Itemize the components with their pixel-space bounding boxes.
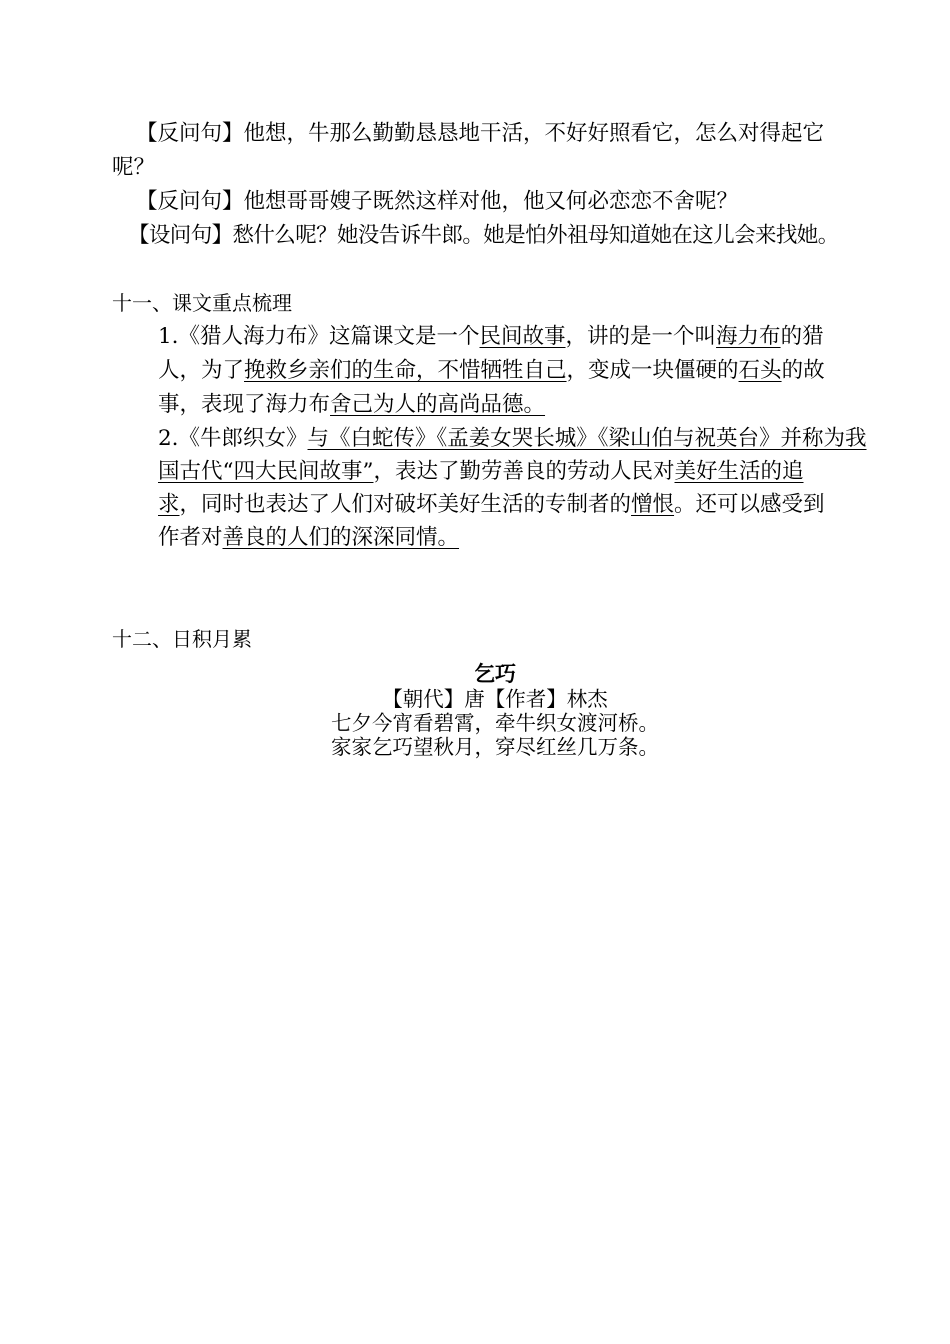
sentence-text: 【设问句】愁什么呢？她没告诉牛郎。她是怕外祖母知道她在这儿会来找她。 [128,223,839,248]
text: 的故 [781,358,825,383]
poem-line-2: 家家乞巧望秋月，穿尽红丝几万条。 [331,735,659,759]
sentence-question-answer [128,221,839,251]
poem-line-1: 七夕今宵看碧霄，牵牛织女渡河桥。 [331,711,659,735]
text: 作者对 [158,525,223,550]
text: 的猎 [780,324,824,349]
summary-item-1-line-1 [158,322,824,352]
summary-item-1-line-3 [158,390,545,420]
sentence-rhetorical-1 [136,119,824,149]
sentence-text: 【反问句】他想哥哥嫂子既然这样对他，他又何必恋恋不舍呢？ [136,189,739,214]
answer-underline: 石头 [738,358,782,383]
summary-item-2-line-2 [158,457,804,487]
section-11-heading: 十一、课文重点梳理 [112,291,292,315]
text: 人，为了 [158,358,245,383]
text: ，变成一块僵硬的 [566,358,739,383]
answer-underline: 舍己为人的高尚品德。 [330,392,546,417]
answer-underline: 美好生活的追 [674,459,804,484]
text: 事，表现了海力布 [158,392,331,417]
sentence-rhetorical-2 [136,187,738,217]
text: 。还可以感受到 [674,492,825,517]
sentence-text: 【反问句】他想，牛那么勤勤恳恳地干活，不好好照看它，怎么对得起它 [136,121,825,146]
sentence-rhetorical-1-cont [112,153,155,183]
text: 1.《猎人海力布》这篇课文是一个 [158,324,480,349]
summary-item-2-line-4 [158,523,459,553]
summary-item-2-line-3 [158,490,825,520]
poem-meta: 【朝代】唐【作者】林杰 [382,687,608,711]
text: 2.《牛郎织女》 [158,426,308,451]
summary-item-1-line-2 [158,356,825,386]
summary-item-2-line-1 [158,424,867,454]
sentence-text: 呢？ [112,155,156,180]
answer-underline: 憎恨 [631,492,675,517]
answer-underline: 国古代“四大民间故事” [158,459,374,484]
text: ，表达了勤劳善良的劳动人民对 [373,459,675,484]
answer-underline: 民间故事 [479,324,566,349]
answer-underline: 与《白蛇传》《孟姜女哭长城》《梁山伯与祝英台》并称为我 [307,426,867,451]
section-12-heading: 十二、日积月累 [112,627,252,651]
text: ，讲的是一个叫 [565,324,717,349]
answer-underline: 挽救乡亲们的生命，不惜牺牲自己 [244,358,567,383]
answer-underline: 求 [158,492,180,517]
answer-underline: 海力布 [716,324,781,349]
answer-underline: 善良的人们的深深同情。 [222,525,460,550]
poem-title: 乞巧 [474,662,516,686]
text: ，同时也表达了人们对破坏美好生活的专制者的 [179,492,632,517]
